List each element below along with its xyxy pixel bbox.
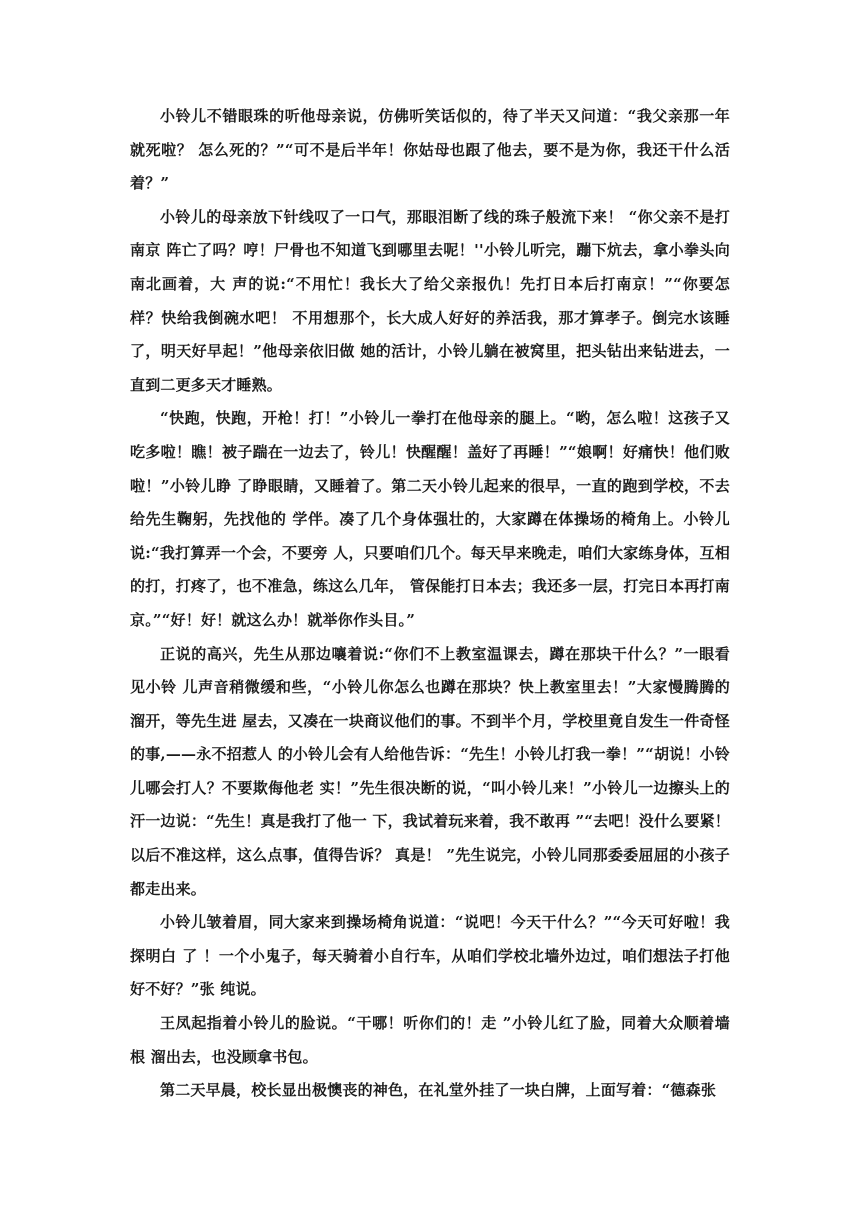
paragraph-2: 小铃儿的母亲放下针线叹了一口气，那眼泪断了线的珠子般流下来！ “你父亲不是打南京 阵亡了吗？哼！尸骨也不知道飞到哪里去呢！''小铃儿听完，蹦下炕去，拿小拳头向南北画着，大 声的说:“不用忙！我长大了给父亲报仇！先打日本后打南京！”“你要怎样？快给我倒碗水吧！ 不用想那个，长大成人好好的养活我，那才算孝子。倒完水该睡了，明天好早起！”他母亲依旧做 她的活计，小铃儿躺在被窝里，把头钻出来钻进去，一直到二更多天才睡熟。	[130, 207, 730, 394]
paragraph-7: 第二天早晨，校长显出极懊丧的神色，在礼堂外挂了一块白牌，上面写着：“德森张	[160, 1081, 717, 1100]
document-page	[130, 100, 730, 1108]
paragraph-5: 小铃儿皱着眉，同大家来到操场椅角说道：“说吧！今天干什么？”“今天可好啦！我探明白 了 ！一个小鬼子，每天骑着小自行车，从咱们学校北墙外边过，咱们想法子打他好不好？”张 纯说。	[130, 913, 730, 999]
paragraph-4: 正说的高兴，先生从那边嚷着说:“你们不上教室温课去，蹲在那块干什么？”一眼看见小铃 儿声音稍微缓和些，“小铃儿你怎么也蹲在那块？快上教室里去！”大家慢腾腾的溜开，等先生进 屋去，又凑在一块商议他们的事。不到半个月，学校里竟自发生一件奇怪的事,——永不招惹人 的小铃儿会有人给他告诉：“先生！小铃儿打我一拳！”“胡说！小铃儿哪会打人？不要欺侮他老 实！”先生很决断的说，“叫小铃儿来！”小铃儿一边擦头上的汗一边说：“先生！真是我打了他一 下，我试着玩来着，我不敢再 ”“去吧！没什么要紧！以后不准这样，这么点事，值得告诉？ 真是！ ”先生说完，小铃儿同那委委屈屈的小孩子都走出来。	[130, 644, 730, 898]
paragraph-1: 小铃儿不错眼珠的听他母亲说，仿佛听笑话似的，待了半天又问道：“我父亲那一年就死啦？ 怎么死的？”“可不是后半年！你姑母也跟了他去，要不是为你，我还干什么活着？”	[130, 107, 730, 193]
paragraph-3: “快跑，快跑，开枪！打！”小铃儿一拳打在他母亲的腿上。“哟，怎么啦！这孩子又吃多啦！瞧！被子踹在一边去了，铃儿！快醒醒！盖好了再睡！”“娘啊！好痛快！他们败啦！”小铃儿睁 了睁眼睛，又睡着了。第二天小铃儿起来的很早，一直的跑到学校，不去给先生鞠躬，先找他的 学伴。凑了几个身体强壮的，大家蹲在体操场的椅角上。小铃儿说:“我打算弄一个会，不要旁 人，只要咱们几个。每天早来晚走，咱们大家练身体，互相的打，打疼了，也不准急，练这么几年， 管保能打日本去；我还多一层，打完日本再打南京。”“好！好！就这么办！就举你作头目。”	[130, 409, 730, 629]
paragraph-6: 王凤起指着小铃儿的脸说。“干哪！听你们的！走 ”小铃儿红了脸，同着大众顺着墙根 溜出去，也没顾拿书包。	[130, 1014, 730, 1066]
